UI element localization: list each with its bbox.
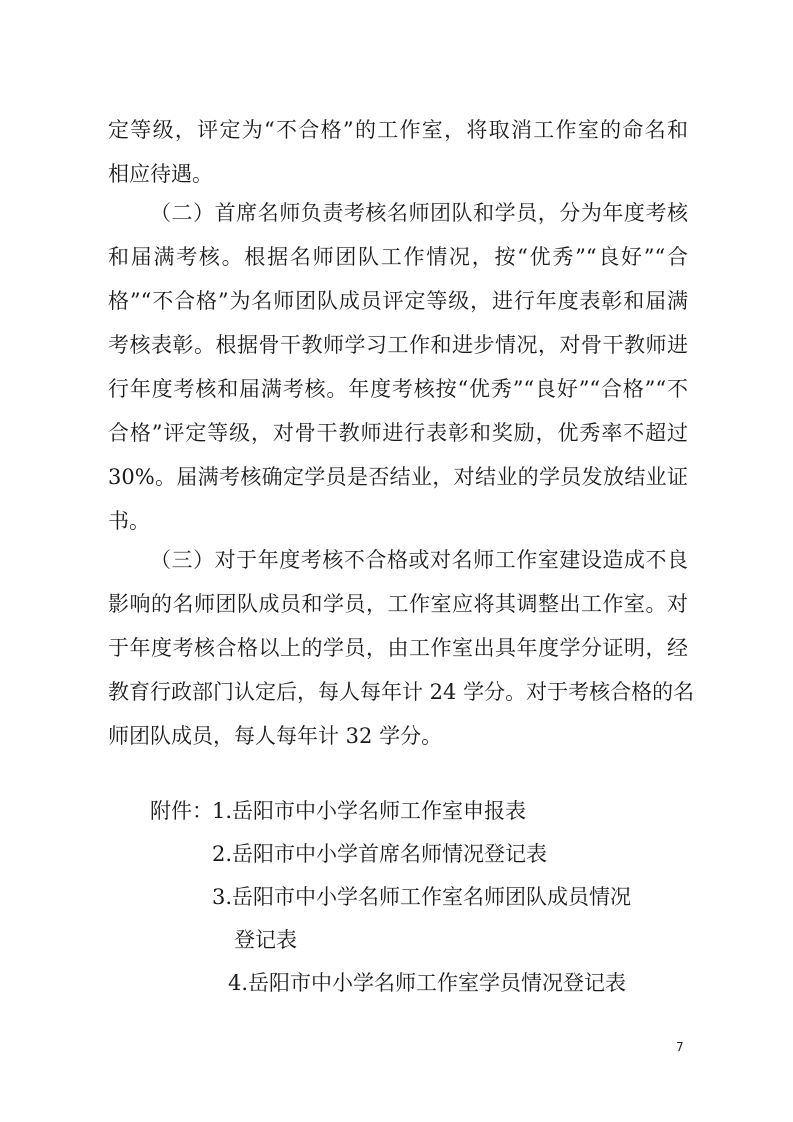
text-line: 格”“不合格”为名师团队成员评定等级，进行年度表彰和届满 <box>108 289 688 313</box>
text-line: 影响的名师团队成员和学员，工作室应将其调整出工作室。对 <box>108 592 688 616</box>
text-line: 和届满考核。根据名师团队工作情况，按“优秀”“良好”“合 <box>108 245 688 269</box>
attachment-item: 1.岳阳市中小学名师工作室申报表 <box>212 799 527 823</box>
text-line: 师团队成员，每人每年计 32 学分。 <box>108 724 443 748</box>
text-line: 书。 <box>108 509 150 533</box>
text-line: 相应待遇。 <box>108 162 213 186</box>
attachment-item-continuation: 登记表 <box>234 928 297 952</box>
page-number: 7 <box>676 1040 684 1054</box>
attachment-item: 4.岳阳市中小学名师工作室学员情况登记表 <box>228 971 627 995</box>
text-line: （二）首席名师负责考核名师团队和学员，分为年度考核 <box>150 201 688 225</box>
text-line: 考核表彰。根据骨干教师学习工作和进步情况，对骨干教师进 <box>108 333 688 357</box>
attachment-item: 3.岳阳市中小学名师工作室名师团队成员情况 <box>212 885 632 909</box>
attachment-label: 附件： <box>150 799 213 823</box>
text-line: 于年度考核合格以上的学员，由工作室出具年度学分证明，经 <box>108 636 688 660</box>
text-line: 合格”评定等级，对骨干教师进行表彰和奖励，优秀率不超过 <box>108 421 688 445</box>
text-line: 行年度考核和届满考核。年度考核按“优秀”“良好”“合格”“不 <box>108 377 688 401</box>
text-line: 30%。届满考核确定学员是否结业，对结业的学员发放结业证 <box>108 465 688 489</box>
text-line: （三）对于年度考核不合格或对名师工作室建设造成不良 <box>150 548 688 572</box>
text-line: 定等级，评定为“不合格”的工作室，将取消工作室的命名和 <box>108 118 688 142</box>
attachment-item: 2.岳阳市中小学首席名师情况登记表 <box>212 842 548 866</box>
text-line: 教育行政部门认定后，每人每年计 24 学分。对于考核合格的名 <box>108 680 695 704</box>
